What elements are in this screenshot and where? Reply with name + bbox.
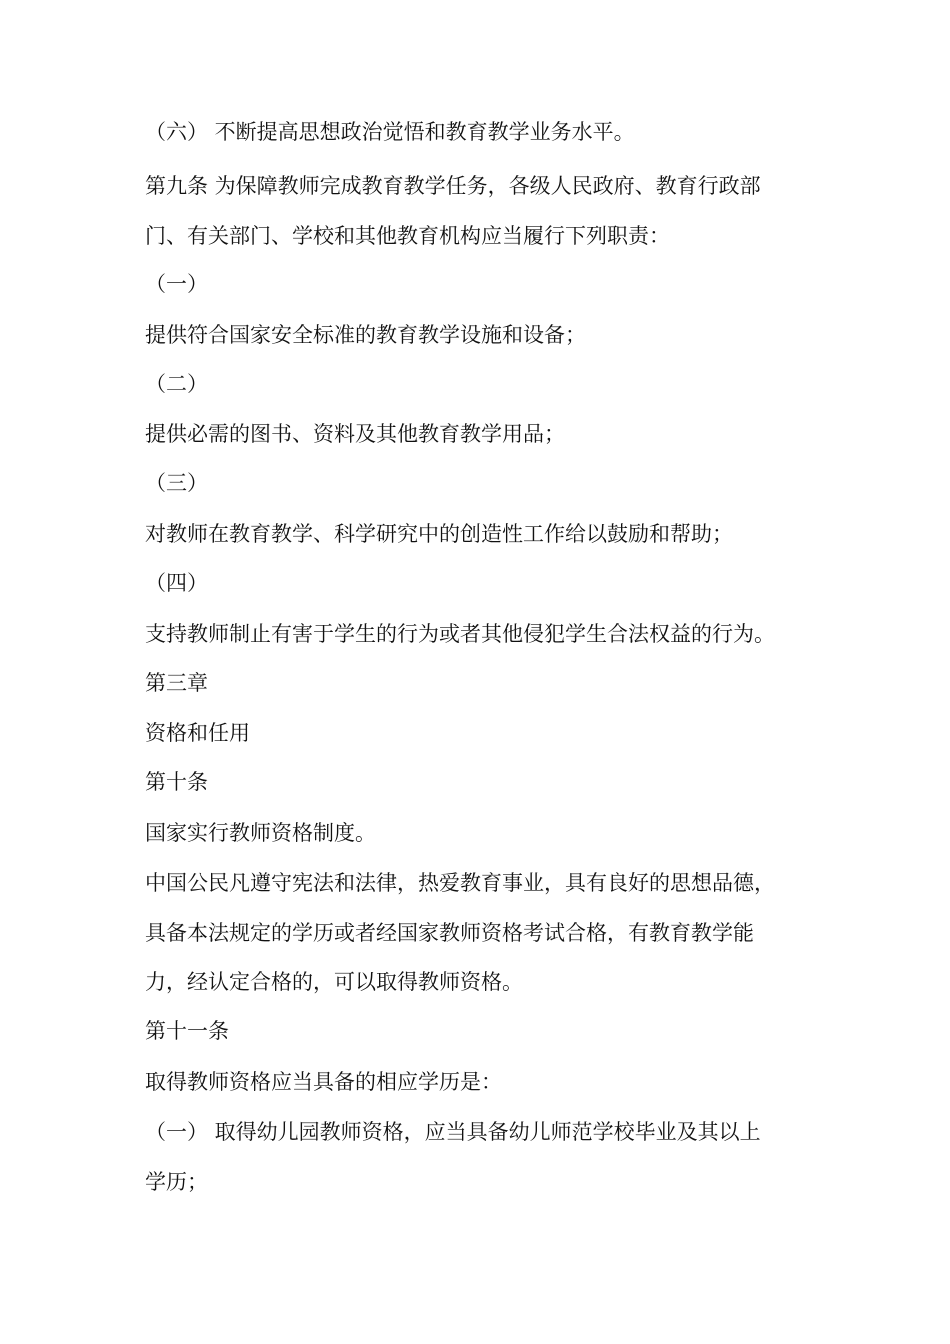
text-line-article10-para2-1: 中国公民凡遵守宪法和法律，热爱教育事业，具有良好的思想品德， xyxy=(145,871,775,895)
text-line-article11-intro: 取得教师资格应当具备的相应学历是： xyxy=(145,1070,502,1094)
text-line-article11-item1-2: 学历； xyxy=(145,1170,208,1194)
text-line-item3-label: （三） xyxy=(145,471,208,495)
text-line-item2-label: （二） xyxy=(145,372,208,396)
text-line-article10-para2-2: 具备本法规定的学历或者经国家教师资格考试合格，有教育教学能 xyxy=(145,921,754,945)
article10-heading: 第十条 xyxy=(145,770,208,794)
text-line-item4-label: （四） xyxy=(145,571,208,595)
text-line-article10-para2-3: 力，经认定合格的，可以取得教师资格。 xyxy=(145,970,523,994)
text-line-item3-body: 对教师在教育教学、科学研究中的创造性工作给以鼓励和帮助； xyxy=(145,522,733,546)
article11-heading: 第十一条 xyxy=(145,1019,229,1043)
text-line-article10-para1: 国家实行教师资格制度。 xyxy=(145,821,376,845)
text-line-item2-body: 提供必需的图书、资料及其他教育教学用品； xyxy=(145,422,565,446)
text-line-item1-label: （一） xyxy=(145,272,208,296)
chapter-title: 资格和任用 xyxy=(145,721,250,745)
text-line-article8-item6: （六） 不断提高思想政治觉悟和教育教学业务水平。 xyxy=(145,120,635,144)
text-line-article9-intro-2: 门、有关部门、学校和其他教育机构应当履行下列职责： xyxy=(145,224,670,248)
text-line-article11-item1-1: （一） 取得幼儿园教师资格，应当具备幼儿师范学校毕业及其以上 xyxy=(145,1120,761,1144)
text-line-item4-body: 支持教师制止有害于学生的行为或者其他侵犯学生合法权益的行为。 xyxy=(145,622,775,646)
text-line-article9-intro-1: 第九条 为保障教师完成教育教学任务，各级人民政府、教育行政部 xyxy=(145,174,761,198)
text-line-item1-body: 提供符合国家安全标准的教育教学设施和设备； xyxy=(145,323,586,347)
chapter-heading: 第三章 xyxy=(145,671,208,695)
